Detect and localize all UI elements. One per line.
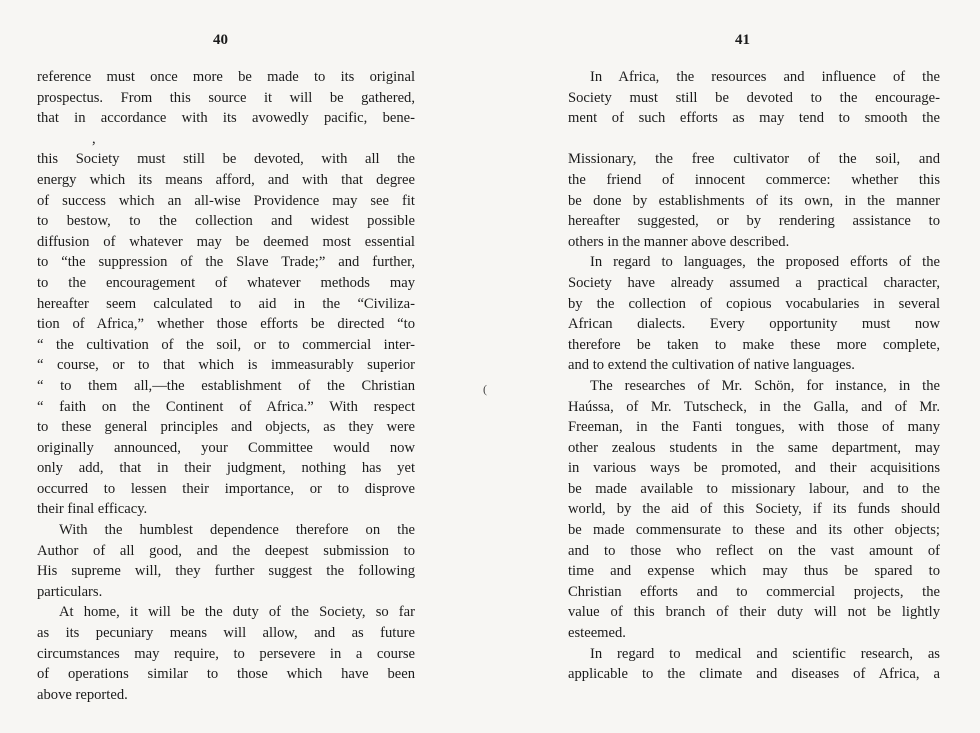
text-line: to “the suppression of the Slave Trade;” and further, <box>37 254 415 271</box>
text-line: world, by the aid of this Society, if its funds should <box>568 501 940 518</box>
text-line: occurred to lessen their importance, or to disprove <box>37 480 415 497</box>
text-line: energy which its means afford, and with that degree <box>37 171 415 188</box>
text-line: Christian efforts and to commercial projects, the <box>568 583 940 600</box>
text-line: “ course, or to that which is immeasurably superior <box>37 357 415 374</box>
text-line: to bestow, to the collection and widest possible <box>37 213 415 230</box>
page-text <box>37 67 415 705</box>
text-line: time and expense which may thus be spared to <box>568 563 940 580</box>
text-line: The researches of Mr. Schön, for instance, in the <box>590 377 940 394</box>
text-line: diffusion of whatever may be deemed most essential <box>37 233 415 250</box>
text-line: tion of Africa,” whether those efforts be directed “to <box>37 316 415 333</box>
text-line: Society have already assumed a practical character, <box>568 274 940 291</box>
text-line: that in accordance with its avowedly pacific, bene- <box>37 110 415 127</box>
text-line: “ faith on the Continent of Africa.” With respect <box>37 398 415 415</box>
text-line: Haússa, of Mr. Tutscheck, in the Galla, and of Mr. <box>568 398 940 415</box>
text-line: “ the cultivation of the soil, or to commercial inter- <box>37 336 415 353</box>
text-line: the friend of innocent commerce: whether this <box>568 171 940 188</box>
text-line: particulars. <box>37 583 103 600</box>
text-line: be done by establishments of its own, in the manner <box>568 192 940 209</box>
text-line: to these general principles and objects, as they were <box>37 419 415 436</box>
page-text <box>568 67 940 685</box>
text-line: as its pecuniary means will allow, and as future <box>37 625 415 642</box>
text-line: hereafter suggested, or by rendering assistance to <box>568 213 940 230</box>
text-line: above reported. <box>37 686 128 703</box>
text-line: of success which an all-wise Providence may see fit <box>37 192 415 209</box>
text-line: esteemed. <box>568 625 626 642</box>
text-line: to the encouragement of whatever methods may <box>37 274 415 291</box>
text-line: in various ways be promoted, and their acquisitions <box>568 460 940 477</box>
text-line: this Society must still be devoted, with all the <box>37 151 415 168</box>
text-line: In Africa, the resources and influence of the <box>590 69 940 85</box>
page-number: 41 <box>735 32 750 48</box>
text-line: value of this branch of their duty will not be lightly <box>568 604 940 621</box>
gutter-mark: ( <box>483 382 487 396</box>
text-line: His supreme will, they further suggest the following <box>37 563 415 580</box>
text-line: prospectus. From this source it will be gathered, <box>37 89 415 106</box>
text-line: applicable to the climate and diseases of Africa, a <box>568 666 940 683</box>
text-line: , <box>92 130 96 147</box>
text-line: reference must once more be made to its original <box>37 69 415 85</box>
text-line: Author of all good, and the deepest submission to <box>37 542 415 559</box>
text-line: African dialects. Every opportunity must now <box>568 316 940 333</box>
text-line: “ to them all,—the establishment of the Christian <box>37 377 415 394</box>
text-line: and to extend the cultivation of native languages. <box>568 357 855 374</box>
page-number: 40 <box>213 32 228 48</box>
text-line: other zealous students in the same department, may <box>568 439 940 456</box>
text-line: only add, that in their judgment, nothing has yet <box>37 460 415 477</box>
text-line: their final efficacy. <box>37 501 148 518</box>
text-line: Missionary, the free cultivator of the soil, and <box>568 151 940 168</box>
text-line: circumstances may require, to persevere in a course <box>37 645 415 662</box>
text-line: therefore be taken to make these more complete, <box>568 336 940 353</box>
text-line: At home, it will be the duty of the Society, so far <box>59 604 415 621</box>
text-line: In regard to medical and scientific research, as <box>590 645 940 662</box>
text-line: originally announced, your Committee would now <box>37 439 415 456</box>
text-line <box>568 129 940 150</box>
text-line: be made commensurate to these and its other objects; <box>568 522 940 539</box>
right-page <box>490 0 980 733</box>
text-line: by the collection of copious vocabularies in several <box>568 295 940 312</box>
text-line: others in the manner above described. <box>568 233 790 250</box>
text-line: hereafter seem calculated to aid in the “Civiliza- <box>37 295 415 312</box>
text-line: ment of such efforts as may tend to smooth the <box>568 110 940 127</box>
text-line: Society must still be devoted to the encourage- <box>568 89 940 106</box>
text-line: of operations similar to those which have been <box>37 666 415 683</box>
text-line: be made available to missionary labour, and to the <box>568 480 940 497</box>
text-line: Freeman, in the Fanti tongues, with those of many <box>568 419 940 436</box>
text-line: With the humblest dependence therefore on the <box>59 522 415 539</box>
text-line: and to those who reflect on the vast amount of <box>568 542 940 559</box>
text-line: In regard to languages, the proposed efforts of the <box>590 254 940 271</box>
